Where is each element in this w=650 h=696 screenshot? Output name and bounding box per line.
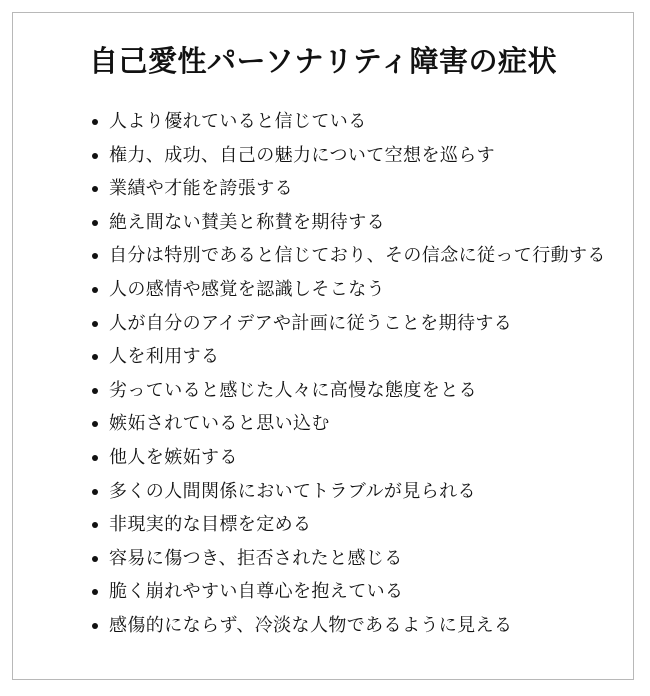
list-item [109, 307, 609, 341]
list-item [109, 575, 609, 609]
list-item-text: 嫉妬されていると思い込む [109, 413, 330, 435]
list-item [109, 206, 609, 240]
bullet-icon [92, 321, 98, 327]
list-item-text: 人を利用する [109, 346, 220, 368]
list-item-text: 自分は特別であると信じており、その信念に従って行動する [109, 245, 606, 267]
list-item-text: 人の感情や感覚を認識しそこなう [109, 278, 385, 300]
list-item [109, 441, 609, 475]
symptom-list [109, 105, 609, 643]
list-item-text: 非現実的な目標を定める [109, 514, 312, 536]
bullet-icon [92, 421, 98, 427]
list-item-text: 権力、成功、自己の魅力について空想を巡らす [109, 144, 496, 166]
list-item [109, 475, 609, 509]
page-title: 自己愛性パーソナリティ障害の症状 [89, 44, 557, 78]
bullet-icon [92, 354, 98, 360]
list-item [109, 139, 609, 173]
list-item-text: 業績や才能を誇張する [109, 178, 293, 200]
list-item [109, 105, 609, 139]
bullet-icon [92, 522, 98, 528]
bullet-icon [92, 119, 98, 125]
bullet-icon [92, 455, 98, 461]
bullet-icon [92, 253, 98, 259]
list-item-text: 人が自分のアイデアや計画に従うことを期待する [109, 312, 513, 334]
bullet-icon [92, 186, 98, 192]
bullet-icon [92, 388, 98, 394]
list-item [109, 609, 609, 643]
list-item [109, 273, 609, 307]
list-item [109, 340, 609, 374]
list-item-text: 脆く崩れやすい自尊心を抱えている [109, 581, 404, 603]
list-item [109, 508, 609, 542]
bullet-icon [92, 153, 98, 159]
bullet-icon [92, 287, 98, 293]
list-item-text: 感傷的にならず、冷淡な人物であるように見える [109, 614, 513, 636]
list-item [109, 542, 609, 576]
bullet-icon [92, 489, 98, 495]
list-item [109, 239, 609, 273]
list-item [109, 407, 609, 441]
bullet-icon [92, 556, 98, 562]
list-item [109, 172, 609, 206]
list-item [109, 374, 609, 408]
content-card [12, 12, 634, 680]
list-item-text: 人より優れていると信じている [109, 111, 367, 132]
list-item-text: 絶え間ない賛美と称賛を期待する [109, 211, 385, 233]
list-item-text: 多くの人間関係においてトラブルが見られる [109, 480, 476, 502]
bullet-icon [92, 220, 98, 226]
list-item-text: 容易に傷つき、拒否されたと感じる [109, 547, 403, 569]
list-item-text: 他人を嫉妬する [109, 446, 238, 468]
list-item-text: 劣っていると感じた人々に高慢な態度をとる [109, 379, 477, 401]
bullet-icon [92, 623, 98, 629]
bullet-icon [92, 589, 98, 595]
